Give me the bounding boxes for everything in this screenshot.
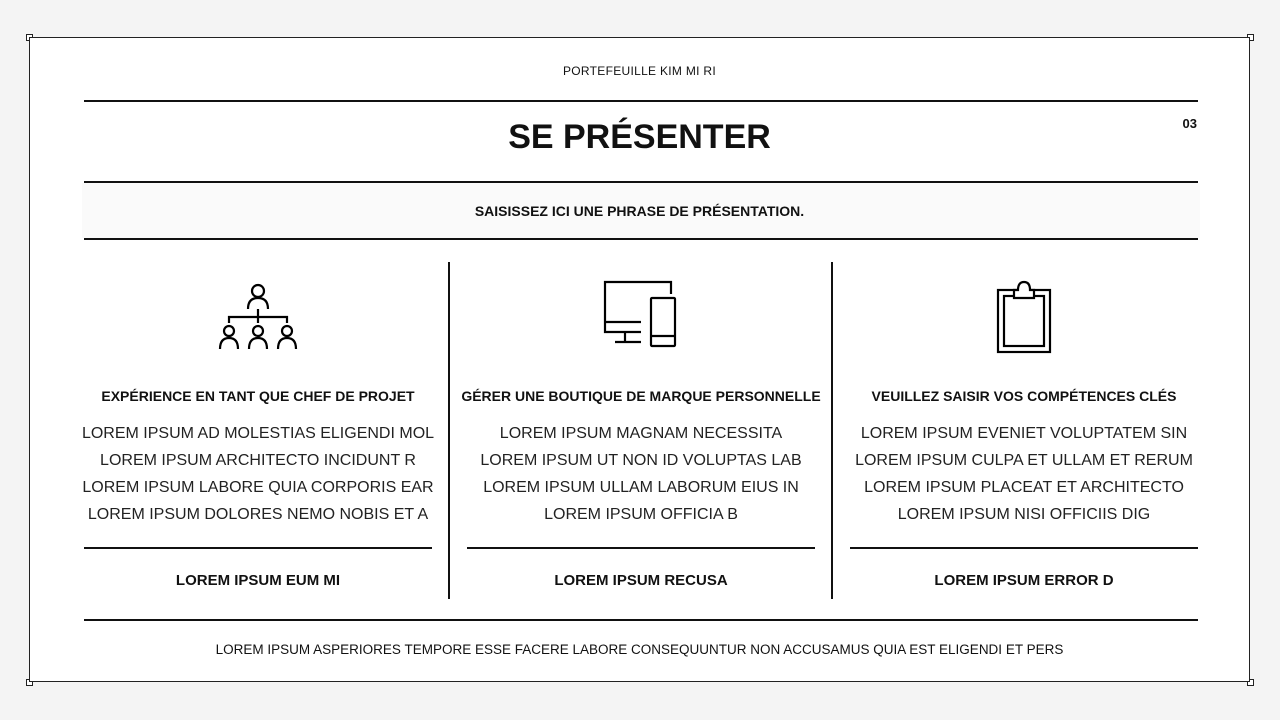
body-line: LOREM IPSUM OFFICIA B	[544, 506, 738, 523]
body-line: LOREM IPSUM LABORE QUIA CORPORIS EAR	[82, 479, 434, 496]
divider	[84, 619, 1198, 621]
clipboard-icon	[850, 280, 1198, 355]
column-divider	[831, 262, 833, 599]
devices-icon	[467, 280, 815, 355]
column-key-skills	[850, 262, 1198, 599]
column-heading: EXPÉRIENCE EN TANT QUE CHEF DE PROJET	[101, 388, 415, 404]
org-chart-icon	[84, 280, 432, 355]
body-line: LOREM IPSUM ARCHITECTO INCIDUNT R	[100, 452, 416, 469]
column-project-manager	[81, 262, 435, 599]
body-line: LOREM IPSUM MAGNAM NECESSITA	[499, 425, 783, 442]
column-footer: LOREM IPSUM EUM MI	[175, 572, 341, 589]
column-footer: LOREM IPSUM ERROR D	[934, 572, 1114, 589]
divider	[850, 547, 1198, 549]
subtitle: SAISISSEZ ICI UNE PHRASE DE PRÉSENTATION.	[474, 203, 805, 219]
body-line: LOREM IPSUM EVENIET VOLUPTATEM SIN	[860, 425, 1188, 442]
body-line: LOREM IPSUM ULLAM LABORUM EIUS IN	[483, 479, 799, 496]
divider	[84, 100, 1198, 102]
column-heading: GÉRER UNE BOUTIQUE DE MARQUE PERSONNELLE	[461, 388, 821, 404]
slide[interactable]	[29, 37, 1250, 682]
column-heading: VEUILLEZ SAISIR VOS COMPÉTENCES CLÉS	[871, 388, 1177, 404]
column-body	[74, 420, 442, 528]
column-footer: LOREM IPSUM RECUSA	[554, 572, 728, 589]
divider	[84, 547, 432, 549]
body-line: LOREM IPSUM CULPA ET ULLAM ET RERUM	[855, 452, 1193, 469]
body-line: LOREM IPSUM NISI OFFICIIS DIG	[897, 506, 1151, 523]
divider	[84, 238, 1198, 240]
page-number: 03	[1182, 116, 1197, 131]
column-brand-shop	[461, 262, 821, 599]
bottom-text: LOREM IPSUM ASPERIORES TEMPORE ESSE FACERE LABORE CONSEQUUNTUR NON ACCUSAMUS QUIA EST ELIGENDI ET PERS	[215, 642, 1064, 657]
column-body	[457, 420, 825, 528]
brand-label: PORTEFEUILLE KIM MI RI	[562, 64, 717, 78]
column-body	[840, 420, 1208, 528]
divider	[467, 547, 815, 549]
body-line: LOREM IPSUM AD MOLESTIAS ELIGENDI MOL	[81, 425, 435, 442]
page-title: SE PRÉSENTER	[508, 118, 771, 156]
column-divider	[448, 262, 450, 599]
body-line: LOREM IPSUM PLACEAT ET ARCHITECTO	[864, 479, 1184, 496]
body-line: LOREM IPSUM UT NON ID VOLUPTAS LAB	[480, 452, 802, 469]
body-line: LOREM IPSUM DOLORES NEMO NOBIS ET A	[87, 506, 429, 523]
